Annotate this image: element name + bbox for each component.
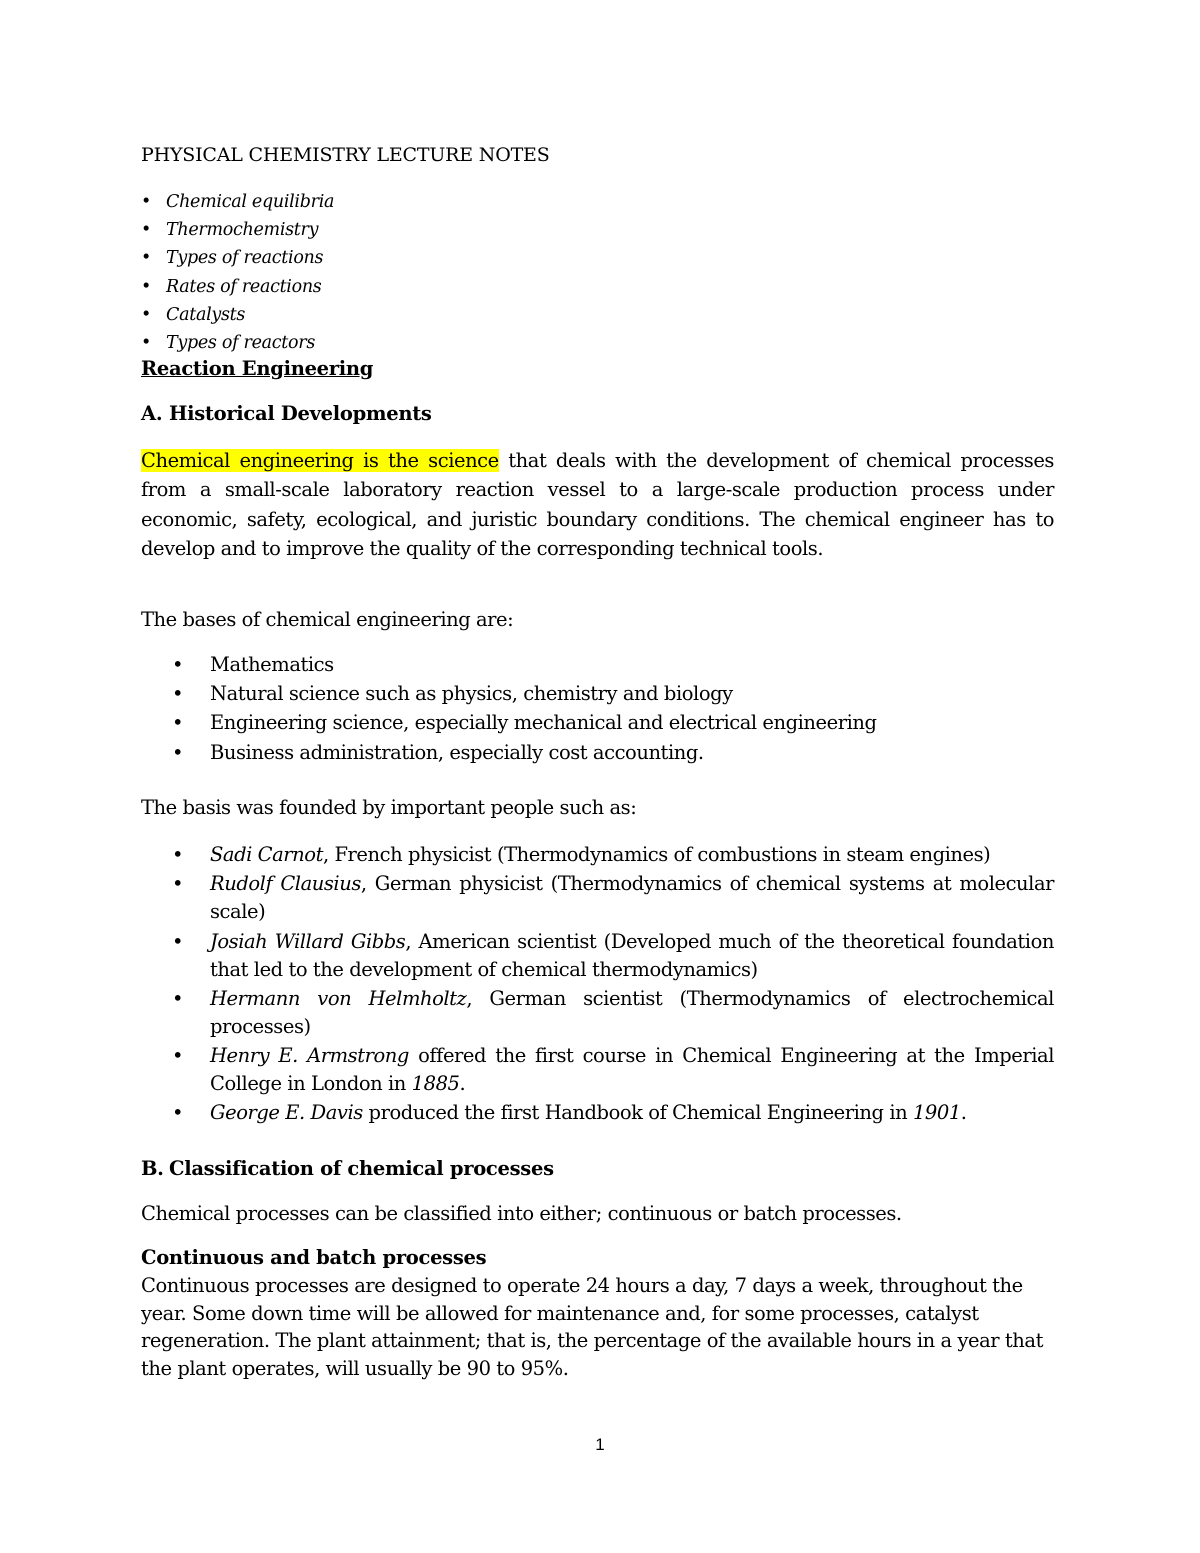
classification-text: Chemical processes can be classified into either; continuous or batch processes. [141, 1202, 902, 1225]
list-item [141, 1042, 1054, 1098]
list-item [141, 841, 1054, 869]
document-title: PHYSICAL CHEMISTRY LECTURE NOTES [141, 144, 550, 166]
topic-item: • Types of reactors [141, 331, 334, 359]
bullet-icon: • [172, 1044, 184, 1068]
list-item [141, 928, 1054, 984]
subsection-paragraph: Continuous processes are designed to operate 24 hours a day, 7 days a week, throughout the year. Some down time will be allowed for maintenance and, for some processes, catalyst regeneration. The plant attainment; that is, the percentage of the available hours in a year that the plant operates, will usually be 90 to 95%. [141, 1274, 1043, 1380]
section-a-title: Historical Developments [169, 402, 432, 425]
person-desc: , American scientist (Developed much of the theoretical foundation that led to the development of chemical thermodynamics) [210, 929, 1054, 981]
intro-text: that deals with the development of chemical processes from a small-scale laboratory reaction vessel to a large-scale production process under economic, safety, ecological, and juristic boundary conditions. The chemical engineer has to develop and to improve the quality of the corresponding technical tools. [141, 449, 1054, 560]
list-item [141, 651, 1054, 680]
topic-item: • Catalysts [141, 303, 334, 331]
person-desc: , German scientist (Thermodynamics of electrochemical processes) [210, 986, 1054, 1038]
topic-item: • Chemical equilibria [141, 190, 334, 218]
list-item [141, 739, 1054, 768]
section-a-heading [141, 402, 432, 425]
person-name: George E. Davis [210, 1101, 363, 1125]
list-item-text: Engineering science, especially mechanical and electrical engineering [210, 711, 877, 735]
person-desc: produced the first Handbook of Chemical Engineering in [362, 1101, 913, 1125]
person-year: 1901 [912, 1101, 961, 1125]
topic-list [141, 190, 334, 359]
bullet-icon: • [172, 872, 184, 896]
person-desc: , German physicist (Thermodynamics of chemical systems at molecular scale) [210, 872, 1054, 924]
subsection-heading: Continuous and batch processes [141, 1246, 487, 1269]
bullet-icon: • [172, 682, 184, 706]
bases-list [141, 651, 1054, 768]
list-item [141, 1099, 1054, 1127]
section-b-title: Classification of chemical processes [169, 1157, 554, 1180]
people-intro: The basis was founded by important people such as: [141, 796, 637, 819]
intro-paragraph [141, 446, 1054, 563]
bullet-icon: • [172, 843, 184, 866]
list-item [141, 870, 1054, 926]
person-name: Rudolf Clausius [210, 872, 361, 896]
person-year: 1885 [411, 1072, 460, 1096]
section-a-letter: A. [141, 402, 163, 425]
bullet-icon: • [172, 986, 184, 1010]
topic-item: • Thermochemistry [141, 218, 334, 246]
bases-intro: The bases of chemical engineering are: [141, 608, 514, 631]
bullet-icon: • [172, 711, 184, 735]
person-name: Henry E. Armstrong [210, 1044, 409, 1068]
bullet-icon: • [172, 929, 184, 953]
section-b-heading [141, 1157, 554, 1180]
bullet-icon: • [172, 1101, 184, 1125]
person-desc: offered the first course in Chemical Engineering at the Imperial College in London in [210, 1044, 1054, 1096]
bullet-icon: • [172, 653, 184, 676]
person-name: Hermann von Helmholtz [210, 986, 467, 1010]
sentence-end: . [459, 1072, 466, 1096]
sentence-end: . [960, 1101, 967, 1125]
list-item [141, 680, 1054, 709]
list-item [141, 709, 1054, 738]
person-name: Josiah Willard Gibbs [210, 929, 406, 953]
list-item-text: Mathematics [210, 653, 334, 676]
person-desc: , French physicist (Thermodynamics of combustions in steam engines) [322, 843, 991, 866]
page-number: 1 [595, 1435, 605, 1454]
section-b-letter: B. [141, 1157, 164, 1180]
section-heading: Reaction Engineering [141, 357, 374, 380]
list-item-text: Business administration, especially cost accounting. [210, 740, 704, 764]
topic-item: • Types of reactions [141, 246, 334, 274]
highlighted-text: Chemical engineering is the science [141, 449, 499, 472]
bullet-icon: • [172, 740, 184, 764]
list-item [141, 985, 1054, 1041]
topic-item: • Rates of reactions [141, 275, 334, 303]
person-name: Sadi Carnot [210, 843, 323, 866]
people-list [141, 841, 1054, 1129]
list-item-text: Natural science such as physics, chemistry and biology [210, 682, 733, 706]
